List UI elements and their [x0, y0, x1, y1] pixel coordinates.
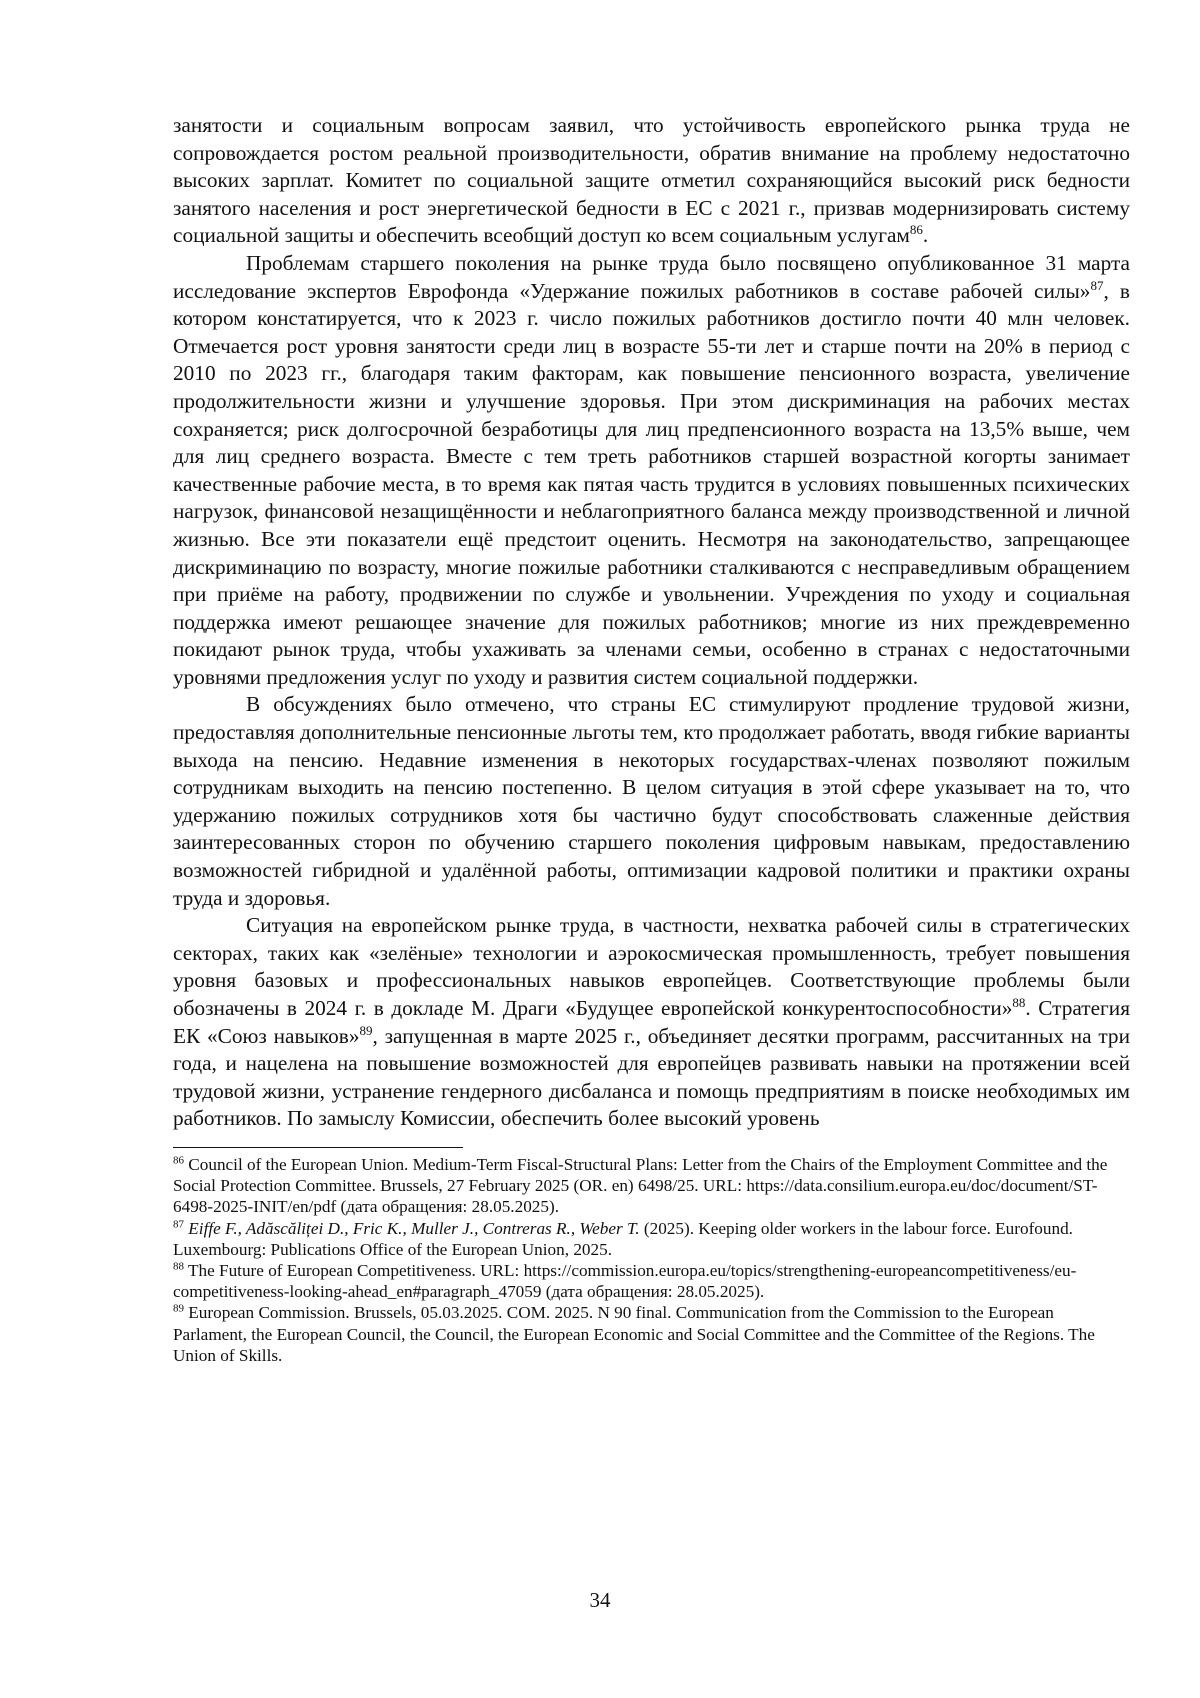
paragraph-1-end: .: [922, 223, 929, 248]
footnote-number: 89: [173, 1302, 184, 1315]
paragraph-3-text: В обсуждениях было отмечено, что страны ЕС стимулируют продление трудовой жизни, предоставляя дополнительные пенсионные льготы тем, кто продолжает работать, вводя гибкие варианты выхода на пенсию. Недавние изменения в некоторых государствах-членах позволяют пожилым сотрудникам выходить на пенсию постепенно. В целом ситуация в этой сфере указывает на то, что удержанию пожилых сотрудников хотя бы частично будут способствовать слаженные действия заинтересованных сторон по обучению старшего поколения цифровым навыкам, предоставлению возможностей гибридной и удалённой работы, оптимизации кадровой политики и практики охраны труда и здоровья.: [173, 692, 1130, 910]
footnotes: [173, 1154, 1130, 1366]
footnote-ref-88[interactable]: 88: [1012, 994, 1026, 1010]
footnote-ref-87[interactable]: 87: [1090, 277, 1104, 293]
paragraph-4-text-b: . Стратегия ЕК «Союз навыков»: [173, 996, 1130, 1048]
paragraph-2-text-b: , в котором констатируется, что к 2023 г. число пожилых работников достигло почти 40 млн человек. Отмечается рост уровня занятости среди лиц в возрасте 55-ти лет и старше почти на 20% в период с 2010 по 2023 гг., благодаря таким факторам, как повышение пенсионного возраста, увеличение продолжительности жизни и улучшение здоровья. При этом дискриминация на рабочих местах сохраняется; риск долгосрочной безработицы для лиц предпенсионного возраста на 13,5% выше, чем для лиц среднего возраста. Вместе с тем треть работников старшей возрастной когорты занимает качественные рабочие места, в то время как пятая часть трудится в условиях повышенных психических нагрузок, финансовой незащищённости и неблагоприятного баланса между производственной и личной жизнью. Все эти показатели ещё предстоит оценить. Несмотря на законодательство, запрещающее дискриминацию по возрасту, многие пожилые работники сталкиваются с несправедливым обращением при приёме на работу, продвижении по службе и увольнении. Учреждения по уходу и социальная поддержка имеют решающее значение для пожилых работников; многие из них преждевременно покидают рынок труда, чтобы ухаживать за членами семьи, особенно в странах с недостаточными уровнями предложения услуг по уходу и развития систем социальной поддержки.: [173, 278, 1130, 689]
footnote-number: 86: [173, 1154, 184, 1167]
footnote-text: Council of the European Union. Medium-Term Fiscal-Structural Plans: Letter from the Chairs of the Employment Committee and the Social Protection Committee. Brussels, 27 February 2025 (OR. en) 6498/25. URL: https://data.consilium.europa.eu/doc/document/ST-6498-2025-INIT/en/pdf (дата обращения: 28.05.2025).: [173, 1154, 1108, 1217]
footnote-text: European Commission. Brussels, 05.03.2025. COM. 2025. N 90 final. Communication from the Commission to the European Parlament, the European Council, the Council, the European Economic and Social Committee and the Committee of the Regions. The Union of Skills.: [173, 1303, 1095, 1365]
paragraph-2-text-a: Проблемам старшего поколения на рынке труда было посвящено опубликованное 31 марта исследование экспертов Еврофонда «Удержание пожилых работников в составе рабочей силы»: [173, 250, 1130, 303]
footnote-ref-89[interactable]: 89: [359, 1022, 373, 1038]
footnote-87: [173, 1218, 1130, 1260]
footnote-text: (2025). Keeping older workers in the labour force. Eurofound. Luxembourg: Publications Office of the European Union, 2025.: [173, 1218, 1073, 1259]
paragraph-4: [173, 912, 1130, 1133]
document-page: [173, 112, 1130, 1366]
footnote-divider: [173, 1147, 463, 1148]
footnote-88: [173, 1260, 1130, 1302]
footnote-text: The Future of European Competitiveness. URL: https://commission.europa.eu/topics/strengthening-europeancompetitiveness/eu-competitiveness-looking-ahead_en#paragraph_47059 (дата обращения: 28.05.2025).: [173, 1260, 1077, 1302]
footnote-89: [173, 1302, 1130, 1366]
page-number: 34: [589, 1588, 611, 1612]
paragraph-4-text-c: , запущенная в марте 2025 г., объединяет десятки программ, рассчитанных на три года, и нацелена на повышение возможностей для европейцев развивать навыки на протяжении всей трудовой жизни, устранение гендерного дисбаланса и помощь предприятиям в поиске необходимых им работников. По замыслу Комиссии, обеспечить более высокий уровень: [173, 1023, 1130, 1131]
paragraph-1: [173, 112, 1130, 250]
footnote-86: [173, 1154, 1130, 1218]
paragraph-2: [173, 250, 1130, 692]
footnote-number: 87: [173, 1217, 184, 1230]
paragraph-3: [173, 691, 1130, 912]
footnote-number: 88: [173, 1260, 184, 1273]
footnote-authors: Eiffe F., Adăscăliței D., Fric K., Muller J., Contreras R., Weber T.: [188, 1218, 640, 1238]
paragraph-4-text-a: Ситуация на европейском рынке труда, в частности, нехватка рабочей силы в стратегических секторах, таких как «зелёные» технологии и аэрокосмическая промышленность, требует повышения уровня базовых и профессиональных навыков европейцев. Соответствующие проблемы были обозначены в 2024 г. в докладе М. Драги «Будущее европейской конкурентоспособности»: [173, 913, 1130, 1020]
paragraph-1-text: занятости и социальным вопросам заявил, что устойчивость европейского рынка труда не сопровождается ростом реальной производительности, обратив внимание на проблему недостаточно высоких зарплат. Комитет по социальной защите отметил сохраняющийся высокий риск бедности занятого населения и рост энергетической бедности в ЕС с 2021 г., призвав модернизировать систему социальной защиты и обеспечить всеобщий доступ ко всем социальным услугам: [173, 113, 1130, 248]
footnote-ref-86[interactable]: 86: [909, 222, 923, 238]
body-text: [173, 112, 1130, 1133]
